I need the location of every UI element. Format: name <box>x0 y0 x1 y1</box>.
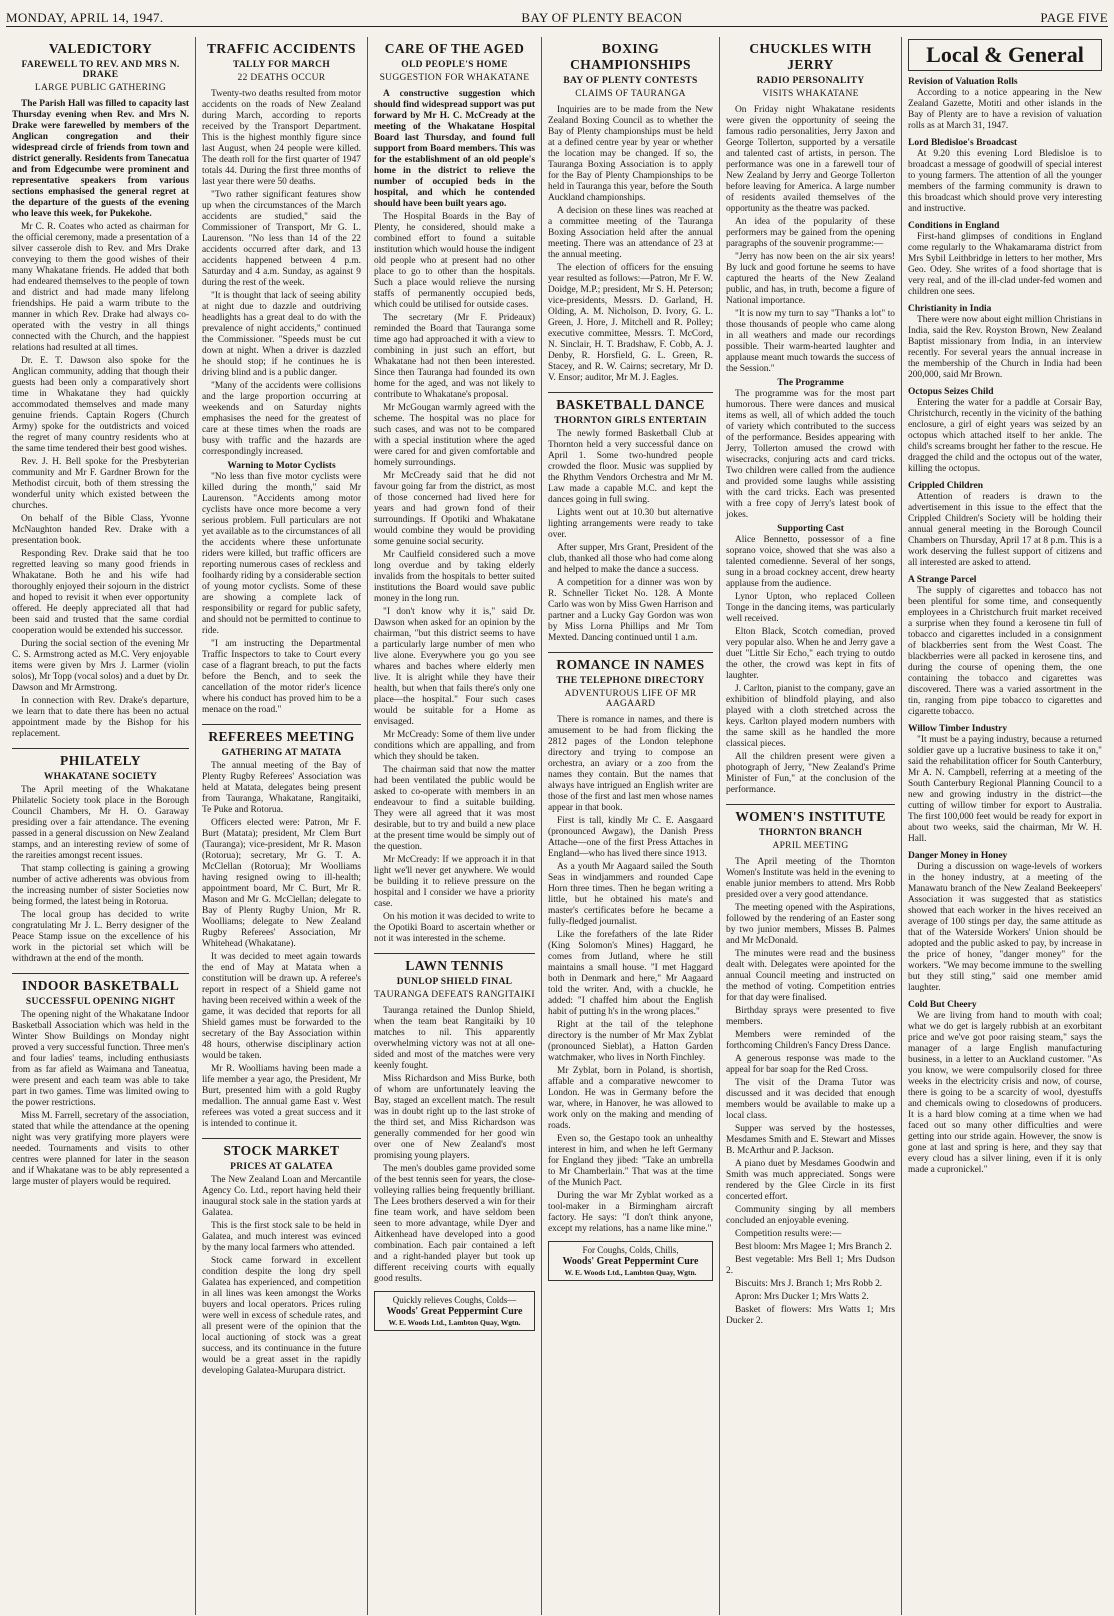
article-paragraph: "I don't know why it is," said Dr. Dawson when asked for an opinion by the chairman, "but this district seems to have a particularly large number of men who live alone. Everywhere you go you see whares and baches where elderly men live. It is alright while they have their health, but when that fails there's only one place—the hospital." Four such cases would be suitable for a Home as envisaged. <box>374 607 535 727</box>
article-paragraph: After supper, Mrs Grant, President of the club, thanked all those who had come along and helped to make the dance a success. <box>548 543 713 575</box>
article-paragraph: Members were reminded of the forthcoming Children's Fancy Dress Dance. <box>726 1030 895 1051</box>
ad-line: Quickly relieves Coughs, Colds— <box>392 1295 517 1305</box>
article-paragraph: Biscuits: Mrs J. Branch 1; Mrs Robb 2. <box>735 1279 883 1289</box>
article-paragraph: J. Carlton, pianist to the company, gave an exhibition of blindfold playing, and also played with a cloth stretched across the keys. Carlton played modern numbers with the same skill as he handled the more classical pieces. <box>726 684 895 749</box>
article-paragraph: On behalf of the Bible Class, Yvonne McNaughton handed Rev. Drake with a presentation book. <box>12 514 189 546</box>
article-subheading: THE TELEPHONE DIRECTORY <box>556 676 705 686</box>
article-headline: REFEREES MEETING <box>208 729 355 744</box>
article-lead: A constructive suggestion which should find widespread support was put forward by Mr H. C. McCready at the meeting of the Whakatane Hospital Board last Thursday, and found full support from Board members. This was for the establishment of an old people's home in the district to relieve the number of occupied beds in the hospital, and which he contended should have been built years ago. <box>374 89 535 209</box>
ad-product: Woods' Great Peppermint Cure <box>562 1255 699 1267</box>
article-subheading: VISITS WHAKATANE <box>762 89 859 99</box>
article-paragraph: As a youth Mr Aagaard sailed the South Seas in windjammers and rounded Cape Horn three times. Then he began writing a little, but he obtained his mate's and master's certificates before he became a fully-fledged journalist. <box>548 862 713 927</box>
article-paragraph: The opening night of the Whakatane Indoor Basketball Association which was held in the Winter Show Buildings on Monday night proved a very successful function. Three men's and four ladies' teams, including enthusiasts from as far afield as Waimana and Taneatua, were present and each team was able to take part in two games. Time was limited owing to the power restrictions. <box>12 1010 189 1108</box>
article-headline: WOMEN'S INSTITUTE <box>735 809 886 824</box>
masthead <box>6 6 1108 27</box>
article-paragraph: The Hospital Boards in the Bay of Plenty, he considered, should make a combined effort to found a suitable institution which would house the indigent old people who at present had no other place to go to other than the hospitals. Such a place would relieve the nursing staffs of permanently occupied beds, which could be utilised for outside cases. <box>374 212 535 310</box>
article-paragraph: "Jerry has now been on the air six years! By luck and good fortune he seems to have captured the hearts of the New Zealand public, and has, in truth, become a figure of National importance. <box>726 252 895 306</box>
news-item-text: According to a notice appearing in the New Zealand Gazette, Motiti and other islands in the Bay of Plenty are to have a revision of valuation rolls as at March 31, 1947. <box>908 88 1102 131</box>
article-paragraph: Miss Richardson and Miss Burke, both of whom are unfortunately leaving the Bay, staged an excellent match. The result was in doubt right up to the last stroke of the third set, and Miss Richardson was generally commended for her good win over one of New Zealand's most promising young players. <box>374 1074 535 1161</box>
news-item-text: At 9.20 this evening Lord Bledisloe is to broadcast a message of goodwill of special interest to young farmers. The attention of all the younger members of the farming community is drawn to this broadcast which should prove very interesting and instructive. <box>908 149 1102 214</box>
divider <box>548 392 713 393</box>
article-paragraph: During the war Mr Zyblat worked as a tool-maker in a Birmingham aircraft factory. He says: "I don't think anyone, except my relations, has a name like mine." <box>548 1191 713 1234</box>
divider <box>548 652 713 653</box>
article-headline: TRAFFIC ACCIDENTS <box>207 41 356 56</box>
article-paragraph: Competition results were:— <box>735 1229 842 1239</box>
article-paragraph: Apron: Mrs Ducker 1; Mrs Watts 2. <box>735 1292 869 1302</box>
article-subheading: TALLY FOR MARCH <box>232 60 331 70</box>
article-paragraph: The men's doubles game provided some of the best tennis seen for years, the close-volleying rallies being frequently brilliant. The Lees brothers deserved a win for their fine team work, and have seldom been seen to more advantage, while Dyer and Aitkenhead have developed into a good combination. Each pair contained a left and a right-handed player but took up different receiving courts with equally good results. <box>374 1164 535 1284</box>
article-subheading: SUGGESTION FOR WHAKATANE <box>379 73 530 83</box>
advertisement <box>548 1241 713 1281</box>
article-paragraph: The programme was for the most part humorous. There were dances and musical items as well, all of which added the touch of variety which contributed to the success of the performance. Besides appearing with Jerry, Tollerton amused the crowd with wisecracks, conjuring acts and card tricks. Two children were called from the audience and provided some laughs while assisting with the card tricks. Each was presented with a free copy of Jerry's latest book of jokes. <box>726 389 895 520</box>
article-subheading: CLAIMS OF TAURANGA <box>575 89 686 99</box>
article-paragraph: Mr C. R. Coates who acted as chairman for the official ceremony, made a presentation of a silver casserole dish to Rev. and Mrs Drake conveying to them the good wishes of their many Whakatane friends. He added that both had endeared themselves to the people of town and district and had made many lifelong friendships. He paid a warm tribute to the manner in which Rev. Drake had always co-operated with the vestry in all things connected with the Church, and the happiest relations had resulted at all times. <box>12 222 189 353</box>
news-item-title: Revision of Valuation Rolls <box>908 77 1018 87</box>
page-number: PAGE FIVE <box>1040 10 1108 25</box>
columns <box>6 37 1108 1615</box>
ad-line: For Coughs, Colds, Chills, <box>582 1245 679 1255</box>
article-paragraph: Miss M. Farrell, secretary of the association, stated that while the attendance at the opening night was very gratifying more players were needed. Tournaments and visits to other centres were planned for later in the season and if Whakatane was to be ably represented a large muster of players would be required. <box>12 1111 189 1187</box>
article-subheading: RADIO PERSONALITY <box>756 76 865 86</box>
article-paragraph: "It is thought that lack of seeing ability at night due to dazzle and outdriving headlights has a great deal to do with the prevalence of night accidents," continued the Commissioner. "Speeds must be cut down at night. When a driver is dazzled he should stop; if he continues he is driving blind and is a public danger. <box>202 291 361 378</box>
article-headline: PHILATELY <box>60 753 141 768</box>
news-item-text: Attention of readers is drawn to the advertisement in this issue to the effect that the Crippled Children's Society will be holding their annual general meeting in the Borough Council Chambers on Thursday, April 17 at 8 p.m. This is a work deserving the fullest support of citizens and all interested are asked to attend. <box>908 492 1102 568</box>
article-headline: BASKETBALL DANCE <box>556 397 705 412</box>
article-paragraph: Lynor Upton, who replaced Colleen Tonge in the dancing items, was particularly well received. <box>726 592 895 624</box>
news-item-title: Octopus Seizes Child <box>908 387 994 397</box>
article-subheading: PRICES AT GALATEA <box>230 1162 333 1172</box>
article-headline: CARE OF THE AGED <box>384 41 525 56</box>
article-headline: ROMANCE IN NAMES <box>556 657 705 672</box>
article-paragraph: Rev. J. H. Bell spoke for the Presbyterian community and Mr F. Gardner Brown for the Methodist circuit, both of them stressing the wonderful unity which existed between the churches. <box>12 457 189 511</box>
ad-maker: W. E. Woods Ltd., Lambton Quay, Wgtn. <box>388 1317 521 1327</box>
article-paragraph: A decision on these lines was reached at a committee meeting of the Tauranga Boxing Association held after the annual meeting. There was an attendance of 23 at the annual meeting. <box>548 206 713 260</box>
news-item-text: First-hand glimpses of conditions in England come regularly to the Whakamarama district from Mrs Sybil Leithbridge in letters to her mother, Mrs Geo. Odey. She writes of a food shortage that is very real, and of the ill-clad under-fed women and children one sees. <box>908 232 1102 297</box>
article-subheading: WHAKATANE SOCIETY <box>43 772 158 782</box>
article-paragraph: Mr Zyblat, born in Poland, is shortish, affable and a comparative newcomer to London. He was in Germany before the war, where, in Hanover, he was allowed to work only on the making and mending of roads. <box>548 1066 713 1131</box>
divider <box>12 973 189 974</box>
article-paragraph: The annual meeting of the Bay of Plenty Rugby Referees' Association was held at Matata, delegates being present from Tauranga, Whakatane, Rangitaiki, Te Puke and Rotorua. <box>202 761 361 815</box>
divider <box>202 724 361 725</box>
article-paragraph: Best vegetable: Mrs Bell 1; Mrs Dudson 2. <box>726 1255 895 1276</box>
advertisement <box>374 1291 535 1331</box>
issue-date: MONDAY, APRIL 14, 1947. <box>6 10 164 25</box>
article-lead: The Parish Hall was filled to capacity last Thursday evening when Rev. and Mrs N. Drake were farewelled by members of the Anglican congregation and their widespread circle of friends from town and district generally. Residents from Tanecatua and from Edgecumbe were prominent and representative speakers from various sections emphasised the general regret at the departure of the guests of the evening who leave this week, for Pukekohe. <box>12 99 189 219</box>
news-item-text: The supply of cigarettes and tobacco has not been plentiful for some time, and consequently employees in a Christchurch fruit market received a surprise when they found a kerosene tin full of tobacco and cigarettes included in a consignment of blackberries sent from the West Coast. The blackberries were all packed in kerosene tins, and during the course of opening them, the one containing the tobacco and cigarettes was discovered. There was a varied assortment in the tin, ranging from pipe tobacco to cigarettes and cigarette tobacco. <box>908 586 1102 717</box>
article-paragraph: Best bloom: Mrs Magee 1; Mrs Branch 2. <box>735 1242 892 1252</box>
article-paragraph: Inquiries are to be made from the New Zealand Boxing Council as to whether the Bay of Plenty championships must be held at a defined centre year by year or whether the location may be changed. If so, the Tauranga Boxing Association is to apply for the Bay of Plenty Championships to be held in Tauranga this year, before the South Auckland championships. <box>548 105 713 203</box>
article-paragraph: Elton Black, Scotch comedian, proved very popular also. When he and Jerry gave a duet "Little Sir Echo," each trying to outdo the other, the crowd was kept in fits of laughter. <box>726 627 895 681</box>
article-headline: LAWN TENNIS <box>405 958 504 973</box>
column-4 <box>542 37 720 1615</box>
article-paragraph: The secretary (Mr F. Prideaux) reminded the Board that Tauranga some time ago had approached it with a view to combining in just such an effort, but Whakatane had not then been interested. Since then Tauranga had founded its own home for the aged, and was not likely to contribute to Whakatane's proposal. <box>374 313 535 400</box>
article-paragraph: All the children present were given a photograph of Jerry, "New Zealand's Prime Minister of Fun," at the conclusion of the performance. <box>726 752 895 795</box>
column-1 <box>6 37 196 1615</box>
article-paragraph: Even so, the Gestapo took an unhealthy interest in him, and when he left Germany for England they jibed: "Take an umbrella to Mr Chamberlain." That was at the time of the Munich Pact. <box>548 1134 713 1188</box>
article-paragraph: Mr McCready said that he did not favour going far from the district, as most of those concerned had lived here for years and had grown fond of their surroundings. If Opotiki and Whakatane would combine they would be providing some genuine social security. <box>374 471 535 547</box>
article-paragraph: During the social section of the evening Mr C. S. Armstrong acted as M.C. Very enjoyable items were given by Mrs J. Larmer (violin solos), Mr Topp (vocal solos) and a duet by Dr. Dawson and Mr Armstrong. <box>12 639 190 693</box>
article-paragraph: Mr Caulfield considered such a move long overdue and by taking elderly invalids from the hospitals to better suited institutions the Board would save public money in the long run. <box>374 550 535 604</box>
article-paragraph: The newly formed Basketball Club at Thornton held a very successful dance on April 1. Some two-hundred people crowded the floor. Music was supplied by the Rhythm Vendors Orchestra and Mr M. Law made a capable M.C. and kept the dances going in full swing. <box>548 429 713 505</box>
article-paragraph: A generous response was made to the appeal for bar soap for the Red Cross. <box>726 1054 895 1075</box>
article-paragraph: Twenty-two deaths resulted from motor accidents on the roads of New Zealand during March, according to reports received by the Transport Department. This is the highest monthly figure since last August, when 24 people were killed. The death roll for the first quarter of 1947 totals 44. During the first three months of last year there were 50 deaths. <box>202 89 361 187</box>
article-paragraph: The New Zealand Loan and Mercantile Agency Co. Ltd., report having held their inaugural stock sale in the station yards at Galatea. <box>202 1175 361 1218</box>
article-headline: STOCK MARKET <box>223 1143 340 1158</box>
news-item-text: We are living from hand to mouth with coal; what we do get is largely rubbish at an exorbitant price and we've got poor raising steam," says the manager of a large English manufacturing business, in a letter to an Auckland customer. "As you know, we were compulsorily closed for three weeks in the electricity crisis and now, of course, there is going to be a scarcity of wool, dyestuffs and chemicals owing to closedowns of producers. It is a hard blow coming at a time when we had faced out so many other difficulties and were getting into our stride again. However, the snow is gone at last and spring is here, and they say that every cloud has a silver lining, even if it is only made a cupronickel." <box>908 1011 1102 1175</box>
article-paragraph: The local group has decided to write congratulating Mr J. L. Berry designer of the Peace Stamp issue on the excellence of his work in the pictorial set which will be withdrawn at the end of the month. <box>12 910 189 964</box>
article-paragraph: Mr McCready: Some of them live under conditions which are appalling, and from which they should be taken. <box>374 730 535 762</box>
article-headline: VALEDICTORY <box>48 41 153 56</box>
article-paragraph: Lights went out at 10.30 but alternative lighting arrangements were ready to take over. <box>548 508 713 540</box>
article-paragraph: Officers elected were: Patron, Mr F. Burt (Matata); president, Mr Clem Burt (Tauranga); vice-president, Mr R. Mason (Rotorua); secretary, Mr G. T. A. McClellan (Rotorua); Mr Woolliams having resigned owing to ill-health; appointment board, Mr C. Burt, Mr R. Mason and Mr G. McClellan; delegate to Bay of Plenty Rugby Union, Mr R. Woolliams; delegate to New Zealand Rugby Referees' Association, Mr Whitehead (Whakatane). <box>202 818 361 949</box>
article-paragraph: This is the first stock sale to be held in Galatea, and much interest was evinced by the many local farmers who attended. <box>202 1221 361 1253</box>
article-paragraph: The meeting opened with the Aspirations, followed by the rendering of an Easter song by two junior members, Misses B. Palmes and Mr McDonald. <box>726 903 895 946</box>
news-item-text: Entering the water for a paddle at Corsair Bay, Christchurch, recently in the vicinity of the bathing enclosure, a girl of eight years was seized by an octopus which attached itself to her ankle. The child's screams brought her father to the rescue. He dragged the child and the octopus out of the water, killing the octopus. <box>908 398 1102 474</box>
article-paragraph: Mr McCready: If we approach it in that light we'll never get anywhere. We would be building it to relieve pressure on the hospital and I consider we have a priority case. <box>374 855 535 909</box>
column-2 <box>196 37 368 1615</box>
paper-name: BAY OF PLENTY BEACON <box>521 10 683 25</box>
article-paragraph: Mr McGougan warmly agreed with the scheme. The hospital was no place for such cases, and was not to be compared with a special institution where the aged were cared for and given comfortable and homely surroundings. <box>374 403 535 468</box>
divider <box>726 804 895 805</box>
article-paragraph: Basket of flowers: Mrs Watts 1; Mrs Ducker 2. <box>726 1305 895 1326</box>
section-subhead: Warning to Motor Cyclists <box>227 461 336 471</box>
article-subheading: THORNTON BRANCH <box>758 828 863 838</box>
news-item-title: Willow Timber Industry <box>908 724 1008 734</box>
column-3 <box>368 37 542 1615</box>
article-paragraph: Mr R. Woolliams having been made a life member a year ago, the President, Mr Burt, presented him with a gold Rugby medallion. The annual game East v. West referees was voted a great success and it is intended to continue it. <box>202 1064 361 1129</box>
article-paragraph: The April meeting of the Thornton Women's Institute was held in the evening to enable junior members to attend. Mrs Robb presided over a very good attendance. <box>726 857 895 900</box>
article-paragraph: "Many of the accidents were collisions and the large proportion occurring at weekends and on Saturday nights emphasises the need for the greatest of care at these times when the roads are busy with traffic and the hazards are correspondingly increased. <box>202 381 361 457</box>
article-paragraph: The visit of the Drama Tutor was discussed and it was decided that enough members would be available to make up a local class. <box>726 1078 895 1121</box>
article-paragraph: Like the forefathers of the late Rider (King Solomon's Mines) Haggard, he comes from Jutland, where he still maintains a small house. "I met Haggard both in Denmark and here," Mr Aagaard told the writer. And, with a chuckle, he added: "I chaffed him about the English habit of putting h's in the wrong places." <box>548 930 713 1017</box>
article-paragraph: On his motion it was decided to write to the Opotiki Board to ascertain whether or not it was interested in the scheme. <box>374 912 535 944</box>
news-item-title: Lord Bledisloe's Broadcast <box>908 138 1018 148</box>
article-subheading: TAURANGA DEFEATS RANGITAIKI <box>374 990 535 1000</box>
article-paragraph: Community singing by all members concluded an enjoyable evening. <box>726 1205 895 1226</box>
article-paragraph: Supper was served by the hostesses, Mesdames Smith and E. Stewart and Misses B. McArthur and P. Jackson. <box>726 1124 895 1156</box>
article-paragraph: "It is now my turn to say "Thanks a lot" to those thousands of people who came along in all weathers and made our recordings possible. Their warm-hearted laughter and applause meant much towards the success of the Session." <box>726 309 895 374</box>
ad-maker: W. E. Woods Ltd., Lambton Quay, Wgtn. <box>564 1267 697 1277</box>
article-paragraph: The April meeting of the Whakatane Philatelic Society took place in the Borough Council Chambers, Mr H. O. Garaway presiding over a fair attendance. The evening passed in a general discussion on New Zealand stamps, and an interesting review of some of the rareities amongst recent issues. <box>12 785 189 861</box>
article-subheading: THORNTON GIRLS ENTERTAIN <box>554 416 707 426</box>
article-subheading: FAREWELL TO REV. AND MRS N. DRAKE <box>21 60 180 80</box>
article-subheading: 22 DEATHS OCCUR <box>237 73 326 83</box>
column-5 <box>720 37 902 1615</box>
divider <box>202 1138 361 1139</box>
article-paragraph: "Two rather significant features show up when the circumstances of the March accidents are studied," said the Commissioner of Transport, Mr G. L. Laurenson. "No less than 14 of the 22 accidents occurred after dark, and 13 accidents happened between 4 p.m. Saturday and 4 a.m. Sunday, as against 9 during the rest of the week. <box>202 190 361 288</box>
article-headline: BOXING CHAMPIONSHIPS <box>570 41 691 72</box>
article-paragraph: Responding Rev. Drake said that he too regretted leaving so many good friends in Whakatane. Both he and his wife had thoroughly enjoyed their sojourn in the district and hoped to revisit it when ever opportunity offered. He deeply appreciated all that had been said and trusted that the same cordial cooperation would be extended his successor. <box>12 549 189 636</box>
article-paragraph: That stamp collecting is gaining a growing number of active adherents was obvious from the increasing number of sister Societies now being formed, the latest being in Rotorua. <box>12 864 189 907</box>
article-paragraph: The minutes were read and the business dealt with. Delegates were apointed for the annual Council meeting and instructed on the method of voting. Competition entries for that day were finalised. <box>726 949 895 1003</box>
article-paragraph: "No less than five motor cyclists were killed during the month," said Mr Laurenson. "Accidents among motor cyclists have once more become a very serious problem. Full particulars are not yet available as to the circumstances of all the accidents where these unfortunate riders were killed, but traffic officers are reporting numerous cases of reckless and foolhardy riding by a considerable section of young motor cyclists. Some of these are showing a complete lack of responsibility or regard for public safety, and should not be permitted to continue to ride. <box>202 472 361 636</box>
article-subheading: APRIL MEETING <box>772 841 849 851</box>
article-paragraph: "I am instructing the Departmental Traffic Inspectors to take to Court every case of a flagrant breach, to put the facts before the Bench, and to seek the cancellation of the motor rider's licence where his conduct has proved him to be a menace on the road." <box>202 639 361 715</box>
section-subhead: Supporting Cast <box>777 524 844 534</box>
article-paragraph: Birthday sprays were presented to five members. <box>726 1006 895 1027</box>
article-paragraph: In connection with Rev. Drake's departure, we learn that to date there has been no actual appointment made by the Bishop for his replacement. <box>12 696 189 739</box>
news-item-title: Crippled Children <box>908 481 984 491</box>
article-paragraph: On Friday night Whakatane residents were given the opportunity of seeing the famous radio personalities, Jerry Jaxon and George Tollerton, supported by a versatile and talented cast of artists, in person. The performance was one in a farewell tour of New Zealand by Jerry and George Tollerton before leaving for America. A large number of residents availed themselves of the opportunity as the theatre was packed. <box>726 105 895 214</box>
divider <box>12 748 189 749</box>
news-item-title: Danger Money in Honey <box>908 851 1008 861</box>
article-subheading: DUNLOP SHIELD FINAL <box>396 977 513 987</box>
article-headline: CHUCKLES WITH JERRY <box>749 41 872 72</box>
article-subheading: ADVENTUROUS LIFE OF MR AAGAARD <box>564 689 697 709</box>
column-6 <box>902 37 1108 1615</box>
news-item-text: There were now about eight million Christians in India, said the Rev. Royston Brown, New Zealand Baptist missionary from India, in an interview recently. For several years the annual increase in the membership of the Church in India had been 200,000, said Mr Brown. <box>908 315 1102 380</box>
article-subheading: BAY OF PLENTY CONTESTS <box>563 76 698 86</box>
news-item-text: "It must be a paying industry, because a returned soldier gave up a lucrative business to take it on," said the rehabilitation officer for South Canterbury, Mr A. N. Campbell, referring at a meeting of the South Canterbury Regional Planning Council to a new and growing industry in the district—the cutting of willow timber for export to Australia. The first 100,000 feet would be ready for export in about two weeks, said the chairman, Mr W. H. Hall. <box>908 735 1102 844</box>
article-paragraph: First is tall, kindly Mr C. E. Aasgaard (pronounced Awgaw), the Danish Press Attache—one of the first Press Attaches in England—who has lived there since 1913. <box>548 816 713 859</box>
article-paragraph: Stock came forward in excellent condition despite the long dry spell Galatea has experienced, and competition in all lines was keen amongst the Works buyers and local operators. Prices ruling were well in excess of schedule rates, and all present were of the opinion that the local auctioning of stock was a great success, and its continuance in the future would be a great asset in the rapidly developing Galatea-Murupara district. <box>202 1256 361 1376</box>
article-subheading: SUCCESSFUL OPENING NIGHT <box>25 997 176 1007</box>
article-paragraph: The chairman said that now the matter had been ventilated the public would be asked to co-operate with members in an endeavour to find a suitable building. They were all agreed that it was most desirable, but to try and build a new place at the present time would be simply out of the question. <box>374 765 535 852</box>
article-paragraph: A piano duet by Mesdames Goodwin and Smith was much appreciated. Songs were rendered by the Glee Circle in its first concerted effort. <box>726 1159 895 1202</box>
news-item-title: Christianity in India <box>908 304 992 314</box>
article-paragraph: Right at the tail of the telephone directory is the number of Mr Max Zyblat (pronounced Sieblat), a Hatton Garden watchmaker, who lives in North Finchley. <box>548 1020 713 1063</box>
local-general-heading: Local & General <box>908 39 1102 71</box>
article-paragraph: Alice Bennetto, possessor of a fine soprano voice, showed that she was also a talented comedienne. Several of her songs, sung in a broad cockney accent, drew hearty applause from the audience. <box>726 535 895 589</box>
news-item-title: A Strange Parcel <box>908 575 977 585</box>
article-subheading: LARGE PUBLIC GATHERING <box>34 83 167 93</box>
section-subhead: The Programme <box>777 378 844 388</box>
article-paragraph: Dr. E. T. Dawson also spoke for the Anglican community, adding that though their guests had been only a comparatively short time in Whakatane they had quickly accommodated themselves and made many genuine friends. Captain Rogers (Church Army) spoke for the outdistricts and voiced the regret of many country residents who at the same time tendered their best good wishes. <box>12 356 189 454</box>
article-paragraph: There is romance in names, and there is amusement to be had from flicking the 2812 pages of the London telephone directory and trying to compose an orchestra, an aviary or a zoo from the names they contain. But the names that always have intrigued an English writer are those of the first and last men whose names appear in that book. <box>548 715 713 813</box>
article-headline: INDOOR BASKETBALL <box>21 978 180 993</box>
news-item-title: Cold But Cheery <box>908 1000 977 1010</box>
article-paragraph: The election of officers for the ensuing year resulted as follows:—Patron, Mr F. W. Doidge, M.P.; president, Mr S. H. Peterson; vice-presidents, Messrs. D. Garland, H. Olding, A. M. Nicholson, D. Ivory, G. L. Green, J. Hore, J. Mitchell and R. Polley; executive committee, Messrs. T. McCord, N. Sinclair, H. T. Bradshaw, F. Cobb, A. J. Denby, R. Horsfield, G. L. Green, R. Stacey, and R. W. Cairns; secretary, Mr D. V. Ensor; auditor, Mr M. J. Eagles. <box>548 263 713 383</box>
article-paragraph: An idea of the popularity of these performers may be gained from the opening paragraphs of the souvenir programme:— <box>726 217 895 249</box>
article-paragraph: It was decided to meet again towards the end of May at Matata when a constitution will be drawn up. A referee's report in respect of a Shield game not having been received within a week of the game, it was decided that reports for all Shield games must be forwarded to the secretary of the Bay Association within 48 hours, otherwise disciplinary action would be taken. <box>202 952 361 1061</box>
news-item-title: Conditions in England <box>908 221 1000 231</box>
article-subheading: OLD PEOPLE'S HOME <box>401 60 508 70</box>
article-paragraph: A competition for a dinner was won by R. Schneller Ticket No. 128. A Monte Carlo was won by Miss Gwen Harrison and partner and a Lucky Gay Gordon was won by Miss Lorna Phillips and Mr Tom Mexted. Dancing continued until 1 a.m. <box>548 578 713 643</box>
ad-product: Woods' Great Peppermint Cure <box>386 1305 523 1317</box>
article-paragraph: Tauranga retained the Dunlop Shield, when the team beat Rangitaiki by 10 matches to nil. This apparently overwhelming victory was not at all one-sided and most of the matches were very keenly fought. <box>374 1006 535 1071</box>
news-item-text: During a discussion on wage-levels of workers in the honey industry, at a meeting of the Manawatu branch of the New Zealand Beekeepers' Association it was suggested that as statistics showed that each worker in the hives received an average of 100 stings per day, the same attitude as that of the Waterside Workers' Union should be adopted and the public asked to pay, by increase in the price of honey, "danger money" for the workers. "We may become immune to the swelling but they still sting," said one member amid laughter. <box>908 862 1102 993</box>
divider <box>374 953 535 954</box>
article-subheading: GATHERING AT MATATA <box>221 748 342 758</box>
